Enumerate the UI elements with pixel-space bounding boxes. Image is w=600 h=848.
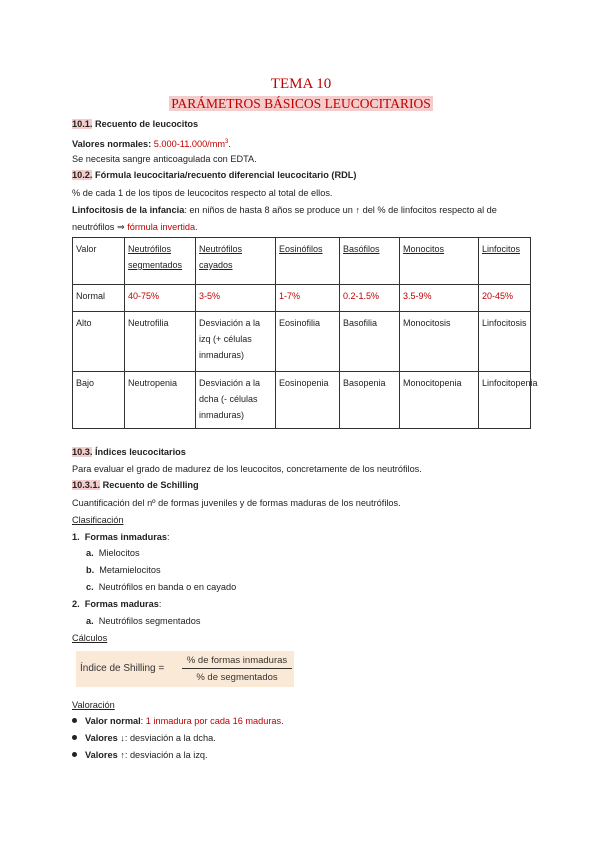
bullet-icon (72, 718, 77, 723)
formula-label: Índice de Shilling = (80, 663, 165, 674)
table-row (73, 312, 531, 372)
table-header-cell: Valor (73, 238, 125, 285)
table-row (73, 372, 531, 429)
table-cell: Basofilia (340, 312, 400, 372)
section-10-3-1-heading: 10.3.1. Recuento de Schilling (72, 480, 199, 490)
bullet-icon (72, 752, 77, 757)
table-cell: Eosinopenia (276, 372, 340, 429)
formula-denominator: % de segmentados (196, 672, 278, 683)
linfocitosis-line-2: neutrófilos ⇒ fórmula invertida. (72, 222, 198, 232)
page-subtitle: PARÁMETROS BÁSICOS LEUCOCITARIOS (171, 96, 431, 111)
formula-numerator: % de formas inmaduras (186, 655, 288, 666)
valores-normales-line: Valores normales: $5.000-11.000/mm^3$. (72, 139, 231, 150)
list-item: Valores ↓: desviación a la dcha. (72, 732, 216, 744)
edta-note: Se necesita sangre anticoagulada con EDTA. (72, 154, 257, 164)
table-cell: Monocitosis (400, 312, 479, 372)
table-cell: Basopenia (340, 372, 400, 429)
list-item: a. Neutrófilos segmentados (86, 616, 201, 626)
section-10-3-description: Para evaluar el grado de madurez de los leucocitos, concretamente de los neutrófilos. (72, 464, 422, 474)
table-cell: Desviación a la izq (+ células inmaduras) (196, 312, 276, 372)
table-header-row (73, 238, 531, 285)
page-title: TEMA 10 (270, 76, 332, 92)
section-10-2-heading: 10.2. Fórmula leucocitaria/recuento diferencial leucocitario (RDL) (72, 170, 357, 180)
section-10-1-heading: 10.1. Recuento de leucocitos (72, 119, 199, 129)
table-cell: 0.2-1.5% (340, 285, 400, 312)
table-cell: 20-45% (479, 285, 531, 312)
list-item: c. Neutrófilos en banda o en cayado (86, 582, 237, 592)
bullet-icon (72, 735, 77, 740)
rdl-description: % de cada 1 de los tipos de leucocitos respecto al total de ellos. (72, 188, 333, 198)
table-header-cell: Eosinófilos (276, 238, 340, 285)
list-item: a. Mielocitos (86, 548, 140, 558)
section-10-3-heading: 10.3. Índices leucocitarios (72, 447, 186, 457)
table-cell: 3-5% (196, 285, 276, 312)
schilling-description: Cuantificación del nº de formas juveniles y de formas maduras de los neutrófilos. (72, 498, 401, 508)
schilling-formula (76, 651, 294, 687)
table-header-cell: Neutrófilos cayados (196, 238, 276, 285)
table-header-cell: Linfocitos (479, 238, 531, 285)
list-item: b. Metamielocitos (86, 565, 161, 575)
table-cell: Linfocitopenia (479, 372, 531, 429)
clasificacion-heading: Clasificación (72, 515, 124, 525)
calculos-heading: Cálculos (72, 633, 108, 643)
valoracion-heading: Valoración (72, 700, 115, 710)
table-cell: 1-7% (276, 285, 340, 312)
table-cell: Monocitopenia (400, 372, 479, 429)
table-row (73, 285, 531, 312)
table-header-cell: Monocitos (400, 238, 479, 285)
table-cell: Linfocitosis (479, 312, 531, 372)
table-cell: 3.5-9% (400, 285, 479, 312)
rdl-table (72, 237, 538, 429)
list-item: 2. Formas maduras: (72, 599, 162, 609)
list-item: 1. Formas inmaduras: (72, 532, 170, 542)
table-cell: Eosinofilia (276, 312, 340, 372)
table-cell: Neutrofilia (125, 312, 196, 372)
table-header-cell: Neutrófilos segmentados (125, 238, 196, 285)
table-cell: Bajo (73, 372, 125, 429)
fraction-bar (182, 668, 292, 669)
table-cell: Desviación a la dcha (- células inmaduras) (196, 372, 276, 429)
list-item: Valor normal: 1 inmadura por cada 16 maduras. (72, 715, 284, 727)
table-cell: 40-75% (125, 285, 196, 312)
list-item: Valores ↑: desviación a la izq. (72, 749, 208, 761)
linfocitosis-line: Linfocitosis de la infancia: en niños de hasta 8 años se produce un ↑ del % de linfocitos respecto al de (72, 205, 497, 215)
table-cell: Normal (73, 285, 125, 312)
table-header-cell: Basófilos (340, 238, 400, 285)
table-cell: Neutropenia (125, 372, 196, 429)
table-cell: Alto (73, 312, 125, 372)
